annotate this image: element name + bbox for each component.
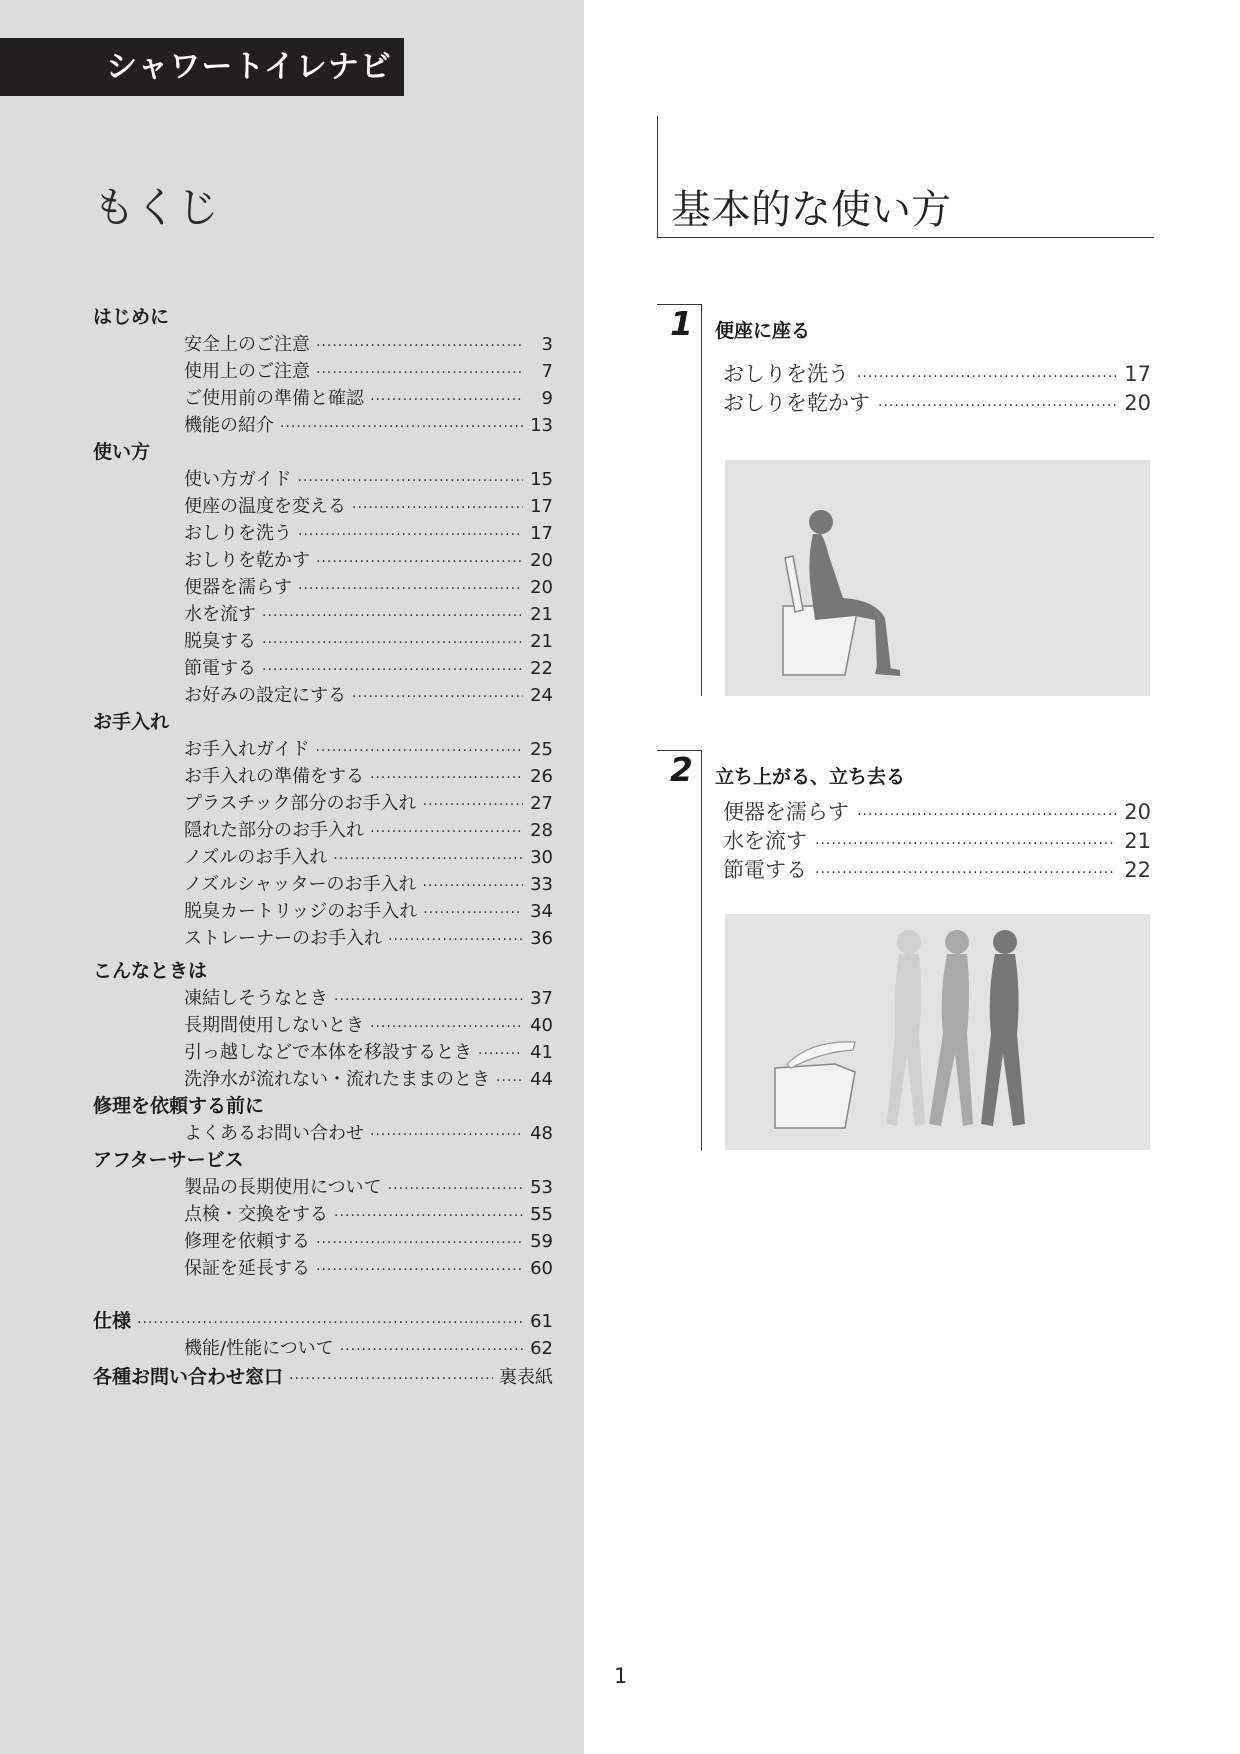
step-link[interactable]: 便器を濡らす ····· 20 xyxy=(723,798,1151,827)
page-ref: 21 xyxy=(530,631,553,652)
leader-dots xyxy=(496,1068,523,1095)
leader-dots xyxy=(478,1041,523,1068)
leader-dots xyxy=(815,859,1116,888)
step-links xyxy=(723,360,1151,418)
walking-person-icon xyxy=(725,914,1150,1150)
leader-dots xyxy=(316,333,523,360)
leader-dots xyxy=(334,987,523,1014)
page-ref: 20 xyxy=(1124,800,1151,824)
toc-entry[interactable]: 脱臭カートリッジのお手入れ ····· 34 xyxy=(93,898,553,925)
step-2 xyxy=(657,750,1153,1150)
toc-entry[interactable]: 節電する ····· 22 xyxy=(93,655,553,682)
toc-entry[interactable]: 長期間使用しないとき ····· 40 xyxy=(93,1012,553,1039)
toc-title: もくじ xyxy=(93,183,220,232)
leader-dots xyxy=(297,468,523,495)
toc-section-title: こんなときは xyxy=(93,960,208,982)
leader-dots xyxy=(262,630,523,657)
leader-dots xyxy=(137,1310,523,1337)
page-ref: 55 xyxy=(530,1204,553,1225)
toc-entry[interactable]: 点検・交換をする ····· 55 xyxy=(93,1201,553,1228)
toc-entry[interactable]: 便座の温度を変える ····· 17 xyxy=(93,493,553,520)
page-ref: 36 xyxy=(530,928,553,949)
toc-entry[interactable]: おしりを洗う ····· 17 xyxy=(93,520,553,547)
step-link[interactable]: おしりを乾かす ····· 20 xyxy=(723,389,1151,418)
leader-dots xyxy=(340,1337,523,1364)
leader-dots xyxy=(370,1122,523,1149)
page-ref: 20 xyxy=(1124,391,1151,415)
toc-entry[interactable]: 凍結しそうなとき ····· 37 xyxy=(93,985,553,1012)
leader-dots xyxy=(857,363,1116,392)
leader-dots xyxy=(262,657,523,684)
leader-dots xyxy=(878,392,1116,421)
leader-dots xyxy=(316,1230,523,1257)
leader-dots xyxy=(298,576,523,603)
step-link[interactable]: 水を流す ····· 21 xyxy=(723,827,1151,856)
page-ref: 30 xyxy=(530,847,553,868)
basic-usage-title: 基本的な使い方 xyxy=(671,187,951,233)
step-link[interactable]: 節電する ····· 22 xyxy=(723,856,1151,885)
page-ref: 59 xyxy=(530,1231,553,1252)
page-ref: 15 xyxy=(530,469,553,490)
toc-entry[interactable]: 製品の長期使用について ····· 53 xyxy=(93,1174,553,1201)
toc-entry[interactable]: お手入れの準備をする ····· 26 xyxy=(93,763,553,790)
leader-dots xyxy=(423,900,523,927)
toc-entry[interactable]: おしりを乾かす ····· 20 xyxy=(93,547,553,574)
toc-entry[interactable]: ノズルのお手入れ ····· 30 xyxy=(93,844,553,871)
leader-dots xyxy=(316,360,523,387)
toc-entry[interactable]: 隠れた部分のお手入れ ····· 28 xyxy=(93,817,553,844)
page-ref: 33 xyxy=(530,874,553,895)
leader-dots xyxy=(316,1257,523,1284)
toc-entry[interactable]: 機能/性能について ····· 62 xyxy=(93,1335,553,1362)
table-of-contents xyxy=(93,304,553,1391)
page-ref: 7 xyxy=(541,361,553,382)
toc-section-title: はじめに xyxy=(93,306,170,328)
leader-dots xyxy=(298,522,523,549)
leader-dots xyxy=(333,846,523,873)
leader-dots xyxy=(370,1014,523,1041)
toc-section-title: 修理を依頼する前に xyxy=(93,1095,265,1117)
leader-dots xyxy=(423,792,523,819)
page-ref: 62 xyxy=(530,1338,553,1359)
page-ref: 41 xyxy=(530,1042,553,1063)
page-ref: 裏表紙 xyxy=(499,1367,553,1388)
basic-usage-header xyxy=(657,116,1154,238)
toc-section-title: お手入れ xyxy=(93,711,170,733)
page-ref: 28 xyxy=(530,820,553,841)
leader-dots xyxy=(316,549,523,576)
toc-entry[interactable]: ストレーナーのお手入れ ····· 36 xyxy=(93,925,553,952)
step-title: 立ち上がる、立ち去る xyxy=(715,766,906,788)
page-ref: 61 xyxy=(530,1311,553,1332)
sitting-illustration xyxy=(725,460,1150,696)
toc-entry[interactable]: 引っ越しなどで本体を移設するとき ····· 41 xyxy=(93,1039,553,1066)
toc-entry[interactable]: 洗浄水が流れない・流れたままのとき ····· 44 xyxy=(93,1066,553,1093)
page-ref: 44 xyxy=(530,1069,553,1090)
walking-illustration xyxy=(725,914,1150,1150)
sitting-person-icon xyxy=(725,460,1150,696)
leader-dots xyxy=(352,684,523,711)
leader-dots xyxy=(334,1203,523,1230)
page-number: 1 xyxy=(614,1664,628,1688)
leader-dots xyxy=(388,1176,523,1203)
toc-section-title: アフターサービス xyxy=(93,1149,244,1171)
page-ref: 53 xyxy=(530,1177,553,1198)
toc-entry[interactable]: 使用上のご注意 ····· 7 xyxy=(93,358,553,385)
page-ref: 20 xyxy=(530,577,553,598)
toc-entry[interactable]: プラスチック部分のお手入れ ····· 27 xyxy=(93,790,553,817)
toc-contact-entry[interactable]: 各種お問い合わせ窓口 ····· 裏表紙 xyxy=(93,1364,553,1391)
toc-entry[interactable]: よくあるお問い合わせ ····· 48 xyxy=(93,1120,553,1147)
toc-entry[interactable]: 便器を濡らす ····· 20 xyxy=(93,574,553,601)
leader-dots xyxy=(857,801,1116,830)
step-link[interactable]: おしりを洗う ····· 17 xyxy=(723,360,1151,389)
leader-dots xyxy=(388,927,523,954)
page-ref: 26 xyxy=(530,766,553,787)
page-ref: 22 xyxy=(1124,858,1151,882)
step-number: 1 xyxy=(670,304,693,343)
step-number: 2 xyxy=(670,750,693,789)
page-ref: 17 xyxy=(530,496,553,517)
toc-spec-entry[interactable]: 仕様 ····· 61 xyxy=(93,1308,553,1335)
page-ref: 37 xyxy=(530,988,553,1009)
toc-entry[interactable]: 保証を延長する ····· 60 xyxy=(93,1255,553,1282)
leader-dots xyxy=(262,603,523,630)
leader-dots xyxy=(315,738,523,765)
page-ref: 17 xyxy=(1124,362,1151,386)
leader-dots xyxy=(289,1366,493,1393)
page-ref: 9 xyxy=(541,388,553,409)
page-ref: 60 xyxy=(530,1258,553,1279)
leader-dots xyxy=(370,765,523,792)
page-ref: 27 xyxy=(530,793,553,814)
page-ref: 20 xyxy=(530,550,553,571)
page-ref: 22 xyxy=(530,658,553,679)
toc-entry[interactable]: お好みの設定にする ····· 24 xyxy=(93,682,553,709)
page-ref: 17 xyxy=(530,523,553,544)
toc-entry[interactable]: ご使用前の準備と確認 ····· 9 xyxy=(93,385,553,412)
leader-dots xyxy=(370,387,523,414)
leader-dots xyxy=(280,414,523,441)
page-ref: 40 xyxy=(530,1015,553,1036)
leader-dots xyxy=(815,830,1116,859)
toc-section-title: 使い方 xyxy=(93,441,151,463)
step-1 xyxy=(657,304,1153,696)
step-rule xyxy=(701,304,702,696)
page-ref: 24 xyxy=(530,685,553,706)
toc-entry[interactable]: 水を流す ····· 21 xyxy=(93,601,553,628)
page-ref: 48 xyxy=(530,1123,553,1144)
step-links xyxy=(723,798,1151,885)
step-title: 便座に座る xyxy=(715,320,811,342)
toc-entry[interactable]: 脱臭する ····· 21 xyxy=(93,628,553,655)
leader-dots xyxy=(352,495,523,522)
page-ref: 3 xyxy=(541,334,553,355)
page-ref: 13 xyxy=(530,415,553,436)
page-ref: 21 xyxy=(1124,829,1151,853)
toc-entry[interactable]: ノズルシャッターのお手入れ ····· 33 xyxy=(93,871,553,898)
page-ref: 34 xyxy=(530,901,553,922)
page-ref: 21 xyxy=(530,604,553,625)
toc-entry[interactable]: お手入れガイド ····· 25 xyxy=(93,736,553,763)
toc-entry[interactable]: 修理を依頼する ····· 59 xyxy=(93,1228,553,1255)
leader-dots xyxy=(422,873,523,900)
toc-entry[interactable]: 安全上のご注意 ····· 3 xyxy=(93,331,553,358)
page-ref: 25 xyxy=(530,739,553,760)
leader-dots xyxy=(370,819,523,846)
toc-entry[interactable]: 機能の紹介 ····· 13 xyxy=(93,412,553,439)
brand-banner: シャワートイレナビ xyxy=(0,38,404,96)
step-rule xyxy=(701,750,702,1150)
toc-entry[interactable]: 使い方ガイド ····· 15 xyxy=(93,466,553,493)
